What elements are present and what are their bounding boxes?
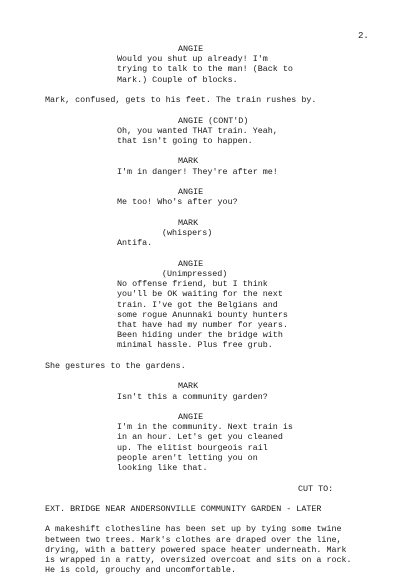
dialogue-line: Me too! Who's after you?	[117, 197, 238, 208]
dialogue-line: that have had my number for years.	[117, 319, 288, 330]
dialogue-line: you'll be OK waiting for the next	[117, 289, 283, 300]
action-line: He is cold, grouchy and uncomfortable.	[45, 565, 236, 575]
scene-heading: EXT. BRIDGE NEAR ANDERSONVILLE COMMUNITY GARDEN - LATER	[45, 503, 322, 514]
action-line: is wrapped in a ratty, oversized overcoat and sits on a rock.	[45, 555, 352, 565]
dialogue-line: people aren't letting you on	[117, 452, 258, 463]
character-cue: ANGIE	[178, 258, 204, 269]
character-cue: MARK	[178, 381, 199, 392]
dialogue-line: in an hour. Let's get you cleaned	[117, 432, 283, 443]
dialogue-line: Antifa.	[117, 238, 153, 249]
parenthetical: (Unimpressed)	[162, 268, 228, 279]
dialogue-line: minimal hassle. Plus free grub.	[117, 340, 273, 351]
character-cue: ANGIE	[178, 187, 204, 198]
action-line: She gestures to the gardens.	[45, 360, 186, 371]
dialogue-line: up. The elitist bourgeois rail	[117, 442, 268, 453]
dialogue-line: I'm in danger! They're after me!	[117, 166, 278, 177]
action-line: A makeshift clothesline has been set up by tying some twine	[45, 524, 342, 535]
dialogue-line: that isn't going to happen.	[117, 136, 253, 146]
character-cue: MARK	[178, 217, 199, 228]
page-number: 2.	[358, 31, 369, 41]
parenthetical: (whispers)	[162, 228, 213, 238]
dialogue-line: Mark.) Couple of blocks.	[117, 74, 238, 85]
dialogue-line: train. I've got the Belgians and	[117, 299, 278, 310]
dialogue-line: Been hiding under the bridge with	[117, 330, 283, 341]
action-line: between two trees. Mark's clothes are draped over the line,	[45, 534, 342, 545]
dialogue-line: trying to talk to the man! (Back to	[117, 64, 293, 75]
character-cue: ANGIE	[178, 411, 204, 422]
dialogue-line: I'm in the community. Next train is	[117, 422, 293, 433]
character-cue: ANGIE (CONT'D)	[178, 115, 249, 126]
dialogue-line: Would you shut up already! I'm	[117, 54, 268, 65]
dialogue-line: looking like that.	[117, 463, 208, 473]
action-line: Mark, confused, gets to his feet. The train rushes by.	[45, 95, 317, 106]
dialogue-line: Oh, you wanted THAT train. Yeah,	[117, 125, 278, 136]
dialogue-line: some rogue Anunnaki bounty hunters	[117, 309, 288, 320]
character-cue: ANGIE	[178, 44, 204, 54]
transition: CUT TO:	[298, 483, 334, 494]
action-line: drying, with a battery powered space heater underneath. Mark	[45, 544, 347, 555]
character-cue: MARK	[178, 156, 199, 167]
dialogue-line: Isn't this a community garden?	[117, 391, 268, 402]
dialogue-line: No offense friend, but I think	[117, 279, 268, 290]
